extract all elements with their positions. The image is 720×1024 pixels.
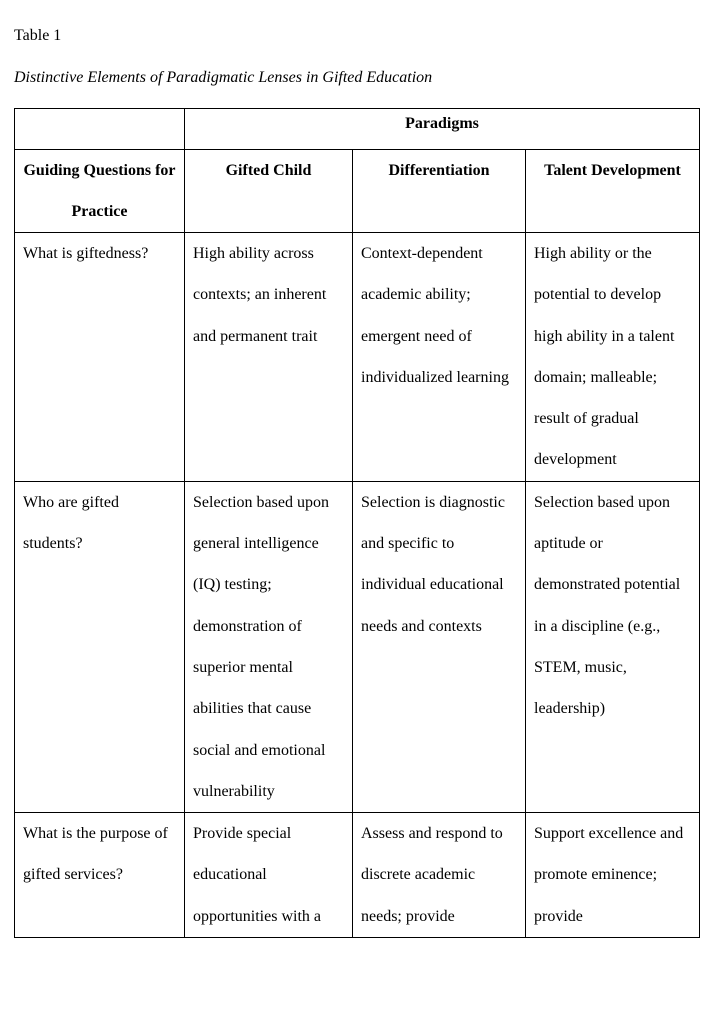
question-cell: What is the purpose of gifted services?: [15, 813, 185, 938]
header-talent-development: Talent Development: [526, 150, 700, 233]
talent-development-cell: High ability or the potential to develop high ability in a talent domain; malleable; result of gradual development: [526, 233, 700, 482]
paradigms-table: [14, 108, 700, 938]
header-guiding-questions: Guiding Questions for Practice: [15, 150, 185, 233]
table-row: [15, 481, 700, 812]
table-row: [15, 233, 700, 482]
table-row: [15, 813, 700, 938]
question-cell: What is giftedness?: [15, 233, 185, 482]
paradigms-header: Paradigms: [185, 109, 700, 150]
header-differentiation: Differentiation: [353, 150, 526, 233]
group-header-row: [15, 109, 700, 150]
talent-development-cell: Selection based upon aptitude or demonstrated potential in a discipline (e.g., STEM, music, leadership): [526, 481, 700, 812]
gifted-child-cell: Provide special educational opportunities with a: [185, 813, 353, 938]
talent-development-cell: Support excellence and promote eminence; provide: [526, 813, 700, 938]
header-gifted-child: Gifted Child: [185, 150, 353, 233]
differentiation-cell: Context-dependent academic ability; emergent need of individualized learning: [353, 233, 526, 482]
table-title: Distinctive Elements of Paradigmatic Lenses in Gifted Education: [14, 69, 433, 86]
question-cell: Who are gifted students?: [15, 481, 185, 812]
empty-header-cell: [15, 109, 185, 150]
differentiation-cell: Selection is diagnostic and specific to individual educational needs and contexts: [353, 481, 526, 812]
column-header-row: [15, 150, 700, 233]
gifted-child-cell: Selection based upon general intelligence (IQ) testing; demonstration of superior mental abilities that cause social and emotional vulnerability: [185, 481, 353, 812]
differentiation-cell: Assess and respond to discrete academic needs; provide: [353, 813, 526, 938]
gifted-child-cell: High ability across contexts; an inherent and permanent trait: [185, 233, 353, 482]
table-caption: Table 1: [14, 27, 62, 44]
